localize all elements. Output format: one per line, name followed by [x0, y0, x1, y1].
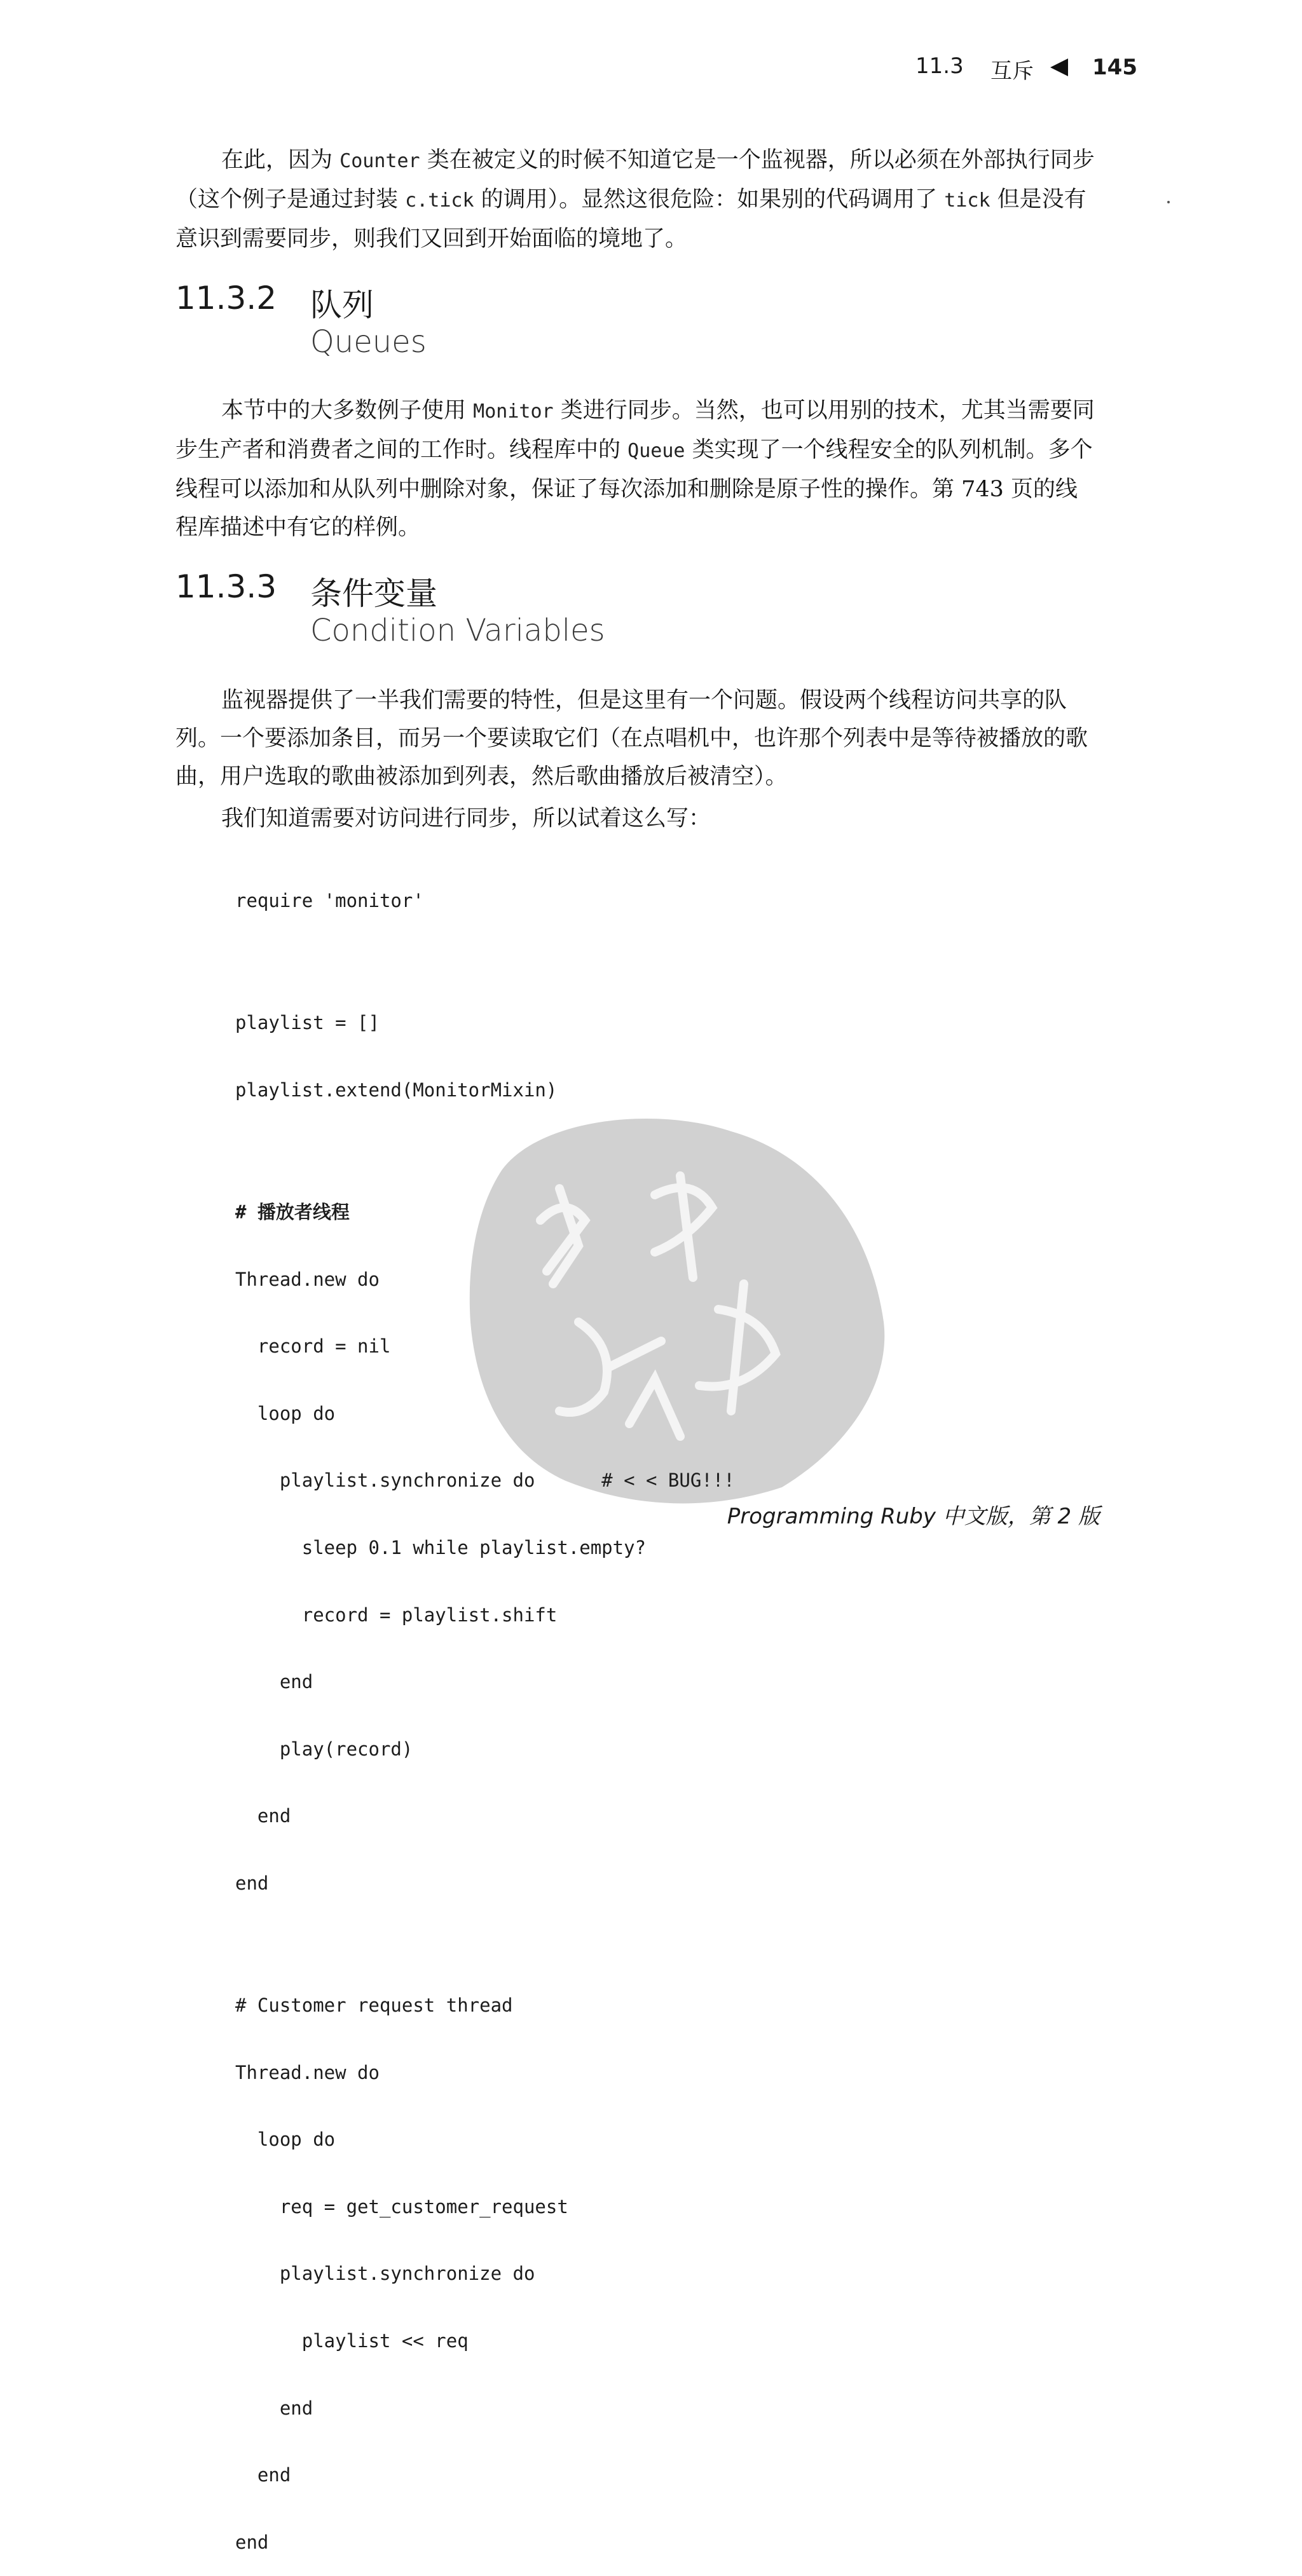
- condvars-paragraph-1: [175, 681, 1099, 796]
- code-inline: Monitor: [473, 400, 554, 423]
- text-span: 的调用）。显然这很危险：如果别的代码调用了: [474, 187, 945, 212]
- code-comment: # 播放者线程: [235, 1201, 350, 1223]
- text-span: 我们知道需要对访问进行同步，所以试着这么写：: [221, 806, 711, 831]
- code-line: end: [235, 2397, 313, 2419]
- section-number-queues: 11.3.2: [175, 280, 277, 317]
- code-spacer: [235, 1147, 735, 1157]
- code-comment: # Customer request thread: [235, 1994, 513, 2016]
- section-title-queues-zh: 队列: [310, 287, 374, 324]
- speck-mark: [1167, 201, 1170, 203]
- page-number: 145: [1092, 55, 1137, 80]
- code-line: end: [235, 1872, 269, 1894]
- section-number-condvars: 11.3.3: [175, 568, 277, 605]
- code-line: require 'monitor': [235, 890, 424, 912]
- queues-paragraph: [175, 392, 1099, 547]
- code-line: end: [235, 2464, 291, 2486]
- running-header: [915, 53, 1144, 85]
- code-spacer: [235, 957, 735, 967]
- header-section-number: 11.3: [915, 53, 964, 79]
- code-line: Thread.new do: [235, 1268, 380, 1290]
- code-line: loop do: [235, 2129, 336, 2151]
- section-title-condvars-en: Condition Variables: [310, 613, 605, 648]
- code-line: loop do: [235, 1402, 336, 1424]
- text-span: 本节中的大多数例子使用: [221, 398, 474, 423]
- code-line: req = get_customer_request: [235, 2195, 568, 2218]
- text-span: 但是没有意识到需要同步，则我们又回到开始面临的境地了。: [175, 187, 1086, 252]
- code-listing: [235, 845, 735, 2576]
- code-line: playlist = []: [235, 1012, 380, 1034]
- code-inline: Queue: [627, 440, 685, 462]
- code-line: playlist.synchronize do # < < BUG!!!: [235, 1469, 735, 1492]
- code-line: playlist.synchronize do: [235, 2263, 535, 2285]
- code-inline: Counter: [339, 150, 420, 172]
- text-span: 在此，因为: [221, 147, 340, 173]
- code-line: end: [235, 2531, 269, 2553]
- code-line: playlist.extend(MonitorMixin): [235, 1079, 558, 1101]
- code-line: end: [235, 1805, 291, 1827]
- intro-paragraph: [175, 141, 1099, 258]
- code-line: play(record): [235, 1738, 413, 1760]
- code-line: playlist << req: [235, 2329, 469, 2352]
- text-span: 类实现了一个线程安全的队列机制。多个线程可以添加和从队列中删除对象，保证了每次添加和删除是原子性的操作。第 743 页的线程库描述中有它的样例。: [175, 437, 1093, 540]
- code-inline: tick: [944, 189, 990, 212]
- code-line: Thread.new do: [235, 2061, 380, 2083]
- text-span: 监视器提供了一半我们需要的特性，但是这里有一个问题。假设两个线程访问共享的队列。一个要添加条目，而另一个要读取它们（在点唱机中，也许那个列表中是等待被播放的歌曲，用户选取的歌曲被添加到列表，然后歌曲播放后被清空）。: [175, 688, 1088, 789]
- header-section-title: 互斥: [990, 58, 1034, 84]
- code-line: record = nil: [235, 1335, 391, 1358]
- section-title-condvars-zh: 条件变量: [310, 575, 437, 612]
- code-inline: c.tick: [405, 189, 474, 212]
- code-line: end: [235, 1671, 313, 1693]
- left-arrow-icon: [1050, 58, 1068, 76]
- code-spacer: [235, 1940, 735, 1950]
- text-span: 类在被定义的时候不知道它是一个监视器，所以必须在外部执行同步（这个例子是通过封装: [175, 147, 1095, 212]
- running-footer: Programming Ruby 中文版，第 2 版: [727, 1504, 1100, 1529]
- code-line: record = playlist.shift: [235, 1604, 558, 1626]
- condvars-paragraph-2: [175, 800, 1099, 838]
- code-line: sleep 0.1 while playlist.empty?: [235, 1536, 647, 1558]
- section-title-queues-en: Queues: [310, 324, 427, 360]
- text-span: 类进行同步。当然，也可以用别的技术，尤其当需要同步生产者和消费者之间的工作时。线程库中的: [175, 398, 1095, 463]
